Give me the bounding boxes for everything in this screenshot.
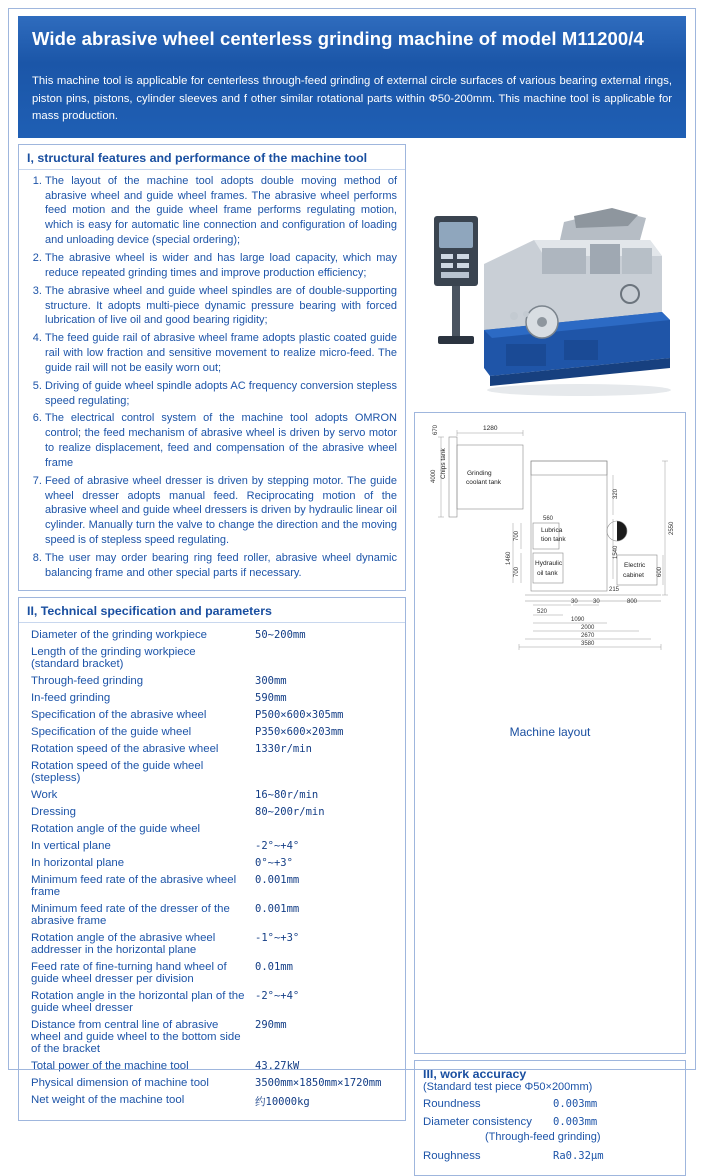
section1-title: I, structural features and performance of the machine tool <box>19 145 405 170</box>
left-column <box>18 144 406 1176</box>
spec-label: Specification of the abrasive wheel <box>31 709 207 722</box>
accuracy-row <box>415 1113 685 1131</box>
spec-label: Minimum feed rate of the dresser of the abrasive frame <box>31 903 230 928</box>
list-item: 1. The layout of the machine tool adopts double moving method of abrasive wheel and guide wheel frames. The abrasive wheel performs feed motion and the guide wheel frame performs regulating motion, which is easy for automatic line connection and configuration of loading and unloading device (special ordering); <box>45 174 397 248</box>
spec-value: -2°~+4° <box>255 990 300 1003</box>
table-row <box>27 1058 397 1075</box>
hydraulic-tank-label-line2: oil tank <box>537 569 558 577</box>
spec-label: Specification of the guide wheel <box>31 726 192 739</box>
spec-label: In vertical plane <box>31 840 111 853</box>
spec-label: Rotation speed of the abrasive wheel <box>31 743 219 756</box>
dim-320: 320 <box>613 488 619 499</box>
electric-cabinet-label-line1: Electric <box>624 561 646 569</box>
dim-4000: 4000 <box>431 469 437 483</box>
table-row <box>27 1092 397 1112</box>
dim-3580: 3580 <box>581 640 595 647</box>
dim-700b: 700 <box>514 566 520 577</box>
spec-label: Rotation angle of the guide wheel <box>31 823 201 836</box>
dim-2670: 2670 <box>581 632 595 639</box>
dim-1280: 1280 <box>483 424 498 432</box>
section2-title: II, Technical specification and parameters <box>19 598 405 623</box>
section-structural-features <box>18 144 406 591</box>
accuracy-value: 0.003mm <box>553 1115 598 1128</box>
dim-30b: 30 <box>593 598 600 605</box>
table-row <box>27 804 397 821</box>
spec-label: Minimum feed rate of the abrasive wheel frame <box>31 874 237 899</box>
table-row <box>27 707 397 724</box>
dim-560: 560 <box>543 515 554 522</box>
layout-caption: Machine layout <box>509 724 591 739</box>
table-row <box>27 741 397 758</box>
content-area <box>18 144 686 1176</box>
dim-700a: 700 <box>514 530 520 541</box>
table-row <box>27 1017 397 1058</box>
spec-label: Work <box>31 789 58 802</box>
spec-value <box>249 758 397 787</box>
dim-215: 215 <box>609 586 620 593</box>
right-column <box>414 144 686 1176</box>
spec-value: 约10000kg <box>255 1096 310 1109</box>
dim-520: 520 <box>537 608 548 615</box>
machine-illustration <box>414 144 686 412</box>
table-row <box>27 959 397 988</box>
table-row <box>27 1075 397 1092</box>
spec-value: 0.001mm <box>255 874 300 887</box>
table-row <box>27 644 397 673</box>
spec-label: Rotation angle of the abrasive wheel addresser in the horizontal plane <box>31 932 216 957</box>
page-title: Wide abrasive wheel centerless grinding machine of model M11200/4 <box>32 28 644 49</box>
table-row <box>27 901 397 930</box>
spec-value: 590mm <box>255 692 287 705</box>
spec-value: 43.27kW <box>255 1060 300 1073</box>
section3-title: III, work accuracy <box>423 1066 527 1081</box>
spec-value: 80~200r/min <box>255 806 325 819</box>
spec-value: 290mm <box>255 1019 287 1032</box>
spec-label: Feed rate of fine-turning hand wheel of guide wheel dresser per division <box>31 961 227 986</box>
spec-value: 1330r/min <box>255 743 312 756</box>
spec-value: 16~80r/min <box>255 789 319 802</box>
spec-label: Through-feed grinding <box>31 675 144 688</box>
section-technical-specification <box>18 597 406 1121</box>
dim-2550: 2550 <box>669 521 675 535</box>
spec-value: 0.001mm <box>255 903 300 916</box>
section-machine-layout <box>414 412 686 1054</box>
intro-paragraph: This machine tool is applicable for centerless through-feed grinding of external circle surfaces of various bearing external rings, piston pins, pistons, cylinder sleeves and f other similar rotational parts within Φ50-200mm. This machine tool is applicable for mass production. <box>18 63 686 138</box>
list-item: 3. The abrasive wheel and guide wheel spindles are of double-supporting structure. It adopts multi-piece dynamic pressure bearing with forced lubrication of live oil and good bearing rigidity; <box>45 284 397 329</box>
list-item: 7. Feed of abrasive wheel dresser is driven by stepping motor. The guide wheel dresser adopts manual feed. Reciprocating motion of the abrasive wheel and guide wheel dressers is driven by hydraulic linear oil cylinder. Manually turn the valve to change the direction and the moving speed is of stepless speed regulating. <box>45 474 397 548</box>
dim-600: 600 <box>657 566 663 577</box>
table-row <box>27 758 397 787</box>
section3-subtitle: (Standard test piece Φ50×200mm) <box>423 1080 593 1093</box>
spec-label: Length of the grinding workpiece (standard bracket) <box>31 646 196 671</box>
spec-label: Physical dimension of machine tool <box>31 1077 209 1090</box>
lubrication-tank-label-line2: tion tank <box>541 535 566 543</box>
spec-label: Total power of the machine tool <box>31 1060 189 1073</box>
spec-table-wrap <box>19 623 405 1120</box>
table-row <box>27 930 397 959</box>
dim-1090: 1090 <box>571 616 585 623</box>
accuracy-row <box>415 1095 685 1113</box>
spec-table <box>27 627 397 1112</box>
table-row <box>27 724 397 741</box>
layout-drawing <box>421 419 679 719</box>
machine-photo <box>414 144 686 412</box>
accuracy-row <box>415 1147 685 1165</box>
spec-value: P350×600×203mm <box>255 726 344 739</box>
table-row <box>27 627 397 644</box>
accuracy-note: (Through-feed grinding) <box>485 1130 601 1143</box>
chips-tank-label: Chips tank <box>440 448 447 479</box>
table-row <box>27 872 397 901</box>
spec-label: Dressing <box>31 806 76 819</box>
dim-2000: 2000 <box>581 624 595 631</box>
spec-value: 50~200mm <box>255 629 306 642</box>
table-row <box>27 855 397 872</box>
accuracy-label: Diameter consistency <box>423 1115 532 1128</box>
table-row <box>27 988 397 1017</box>
accuracy-label: Roundness <box>423 1097 481 1110</box>
section-work-accuracy <box>414 1060 686 1176</box>
spec-value <box>249 821 397 838</box>
accuracy-value: 0.003mm <box>553 1097 598 1110</box>
dim-1460: 1460 <box>506 551 512 565</box>
list-item: 2. The abrasive wheel is wider and has large load capacity, which may reduce repeated grinding times and improve production efficiency; <box>45 251 397 281</box>
table-row <box>27 821 397 838</box>
spec-label: Net weight of the machine tool <box>31 1094 185 1107</box>
accuracy-label: Roughness <box>423 1149 481 1162</box>
table-row <box>27 838 397 855</box>
spec-value: -1°~+3° <box>255 932 300 945</box>
features-list <box>27 174 397 581</box>
list-item: 5. Driving of guide wheel spindle adopts AC frequency conversion stepless speed regulating; <box>45 379 397 409</box>
spec-value: 300mm <box>255 675 287 688</box>
spec-value: P500×600×305mm <box>255 709 344 722</box>
spec-value: -2°~+4° <box>255 840 300 853</box>
spec-label: In-feed grinding <box>31 692 111 705</box>
list-item: 8. The user may order bearing ring feed roller, abrasive wheel dynamic balancing frame and other special parts if necessary. <box>45 551 397 581</box>
dim-670: 670 <box>433 424 439 435</box>
hydraulic-tank-label-line1: Hydraulic <box>535 559 563 567</box>
coolant-tank-label-line2: coolant tank <box>466 478 502 486</box>
dim-30a: 30 <box>571 598 578 605</box>
page-header <box>18 16 686 63</box>
table-row <box>27 690 397 707</box>
spec-label: In horizontal plane <box>31 857 125 870</box>
table-row <box>27 787 397 804</box>
list-item: 4. The feed guide rail of abrasive wheel frame adopts plastic coated guide rail with low fraction and sensitive movement to realize micro-feed. The guide rail will not be easily worn out; <box>45 331 397 376</box>
coolant-tank-label-line1: Grinding <box>467 469 492 477</box>
spec-label: Rotation angle in the horizontal plan of the guide wheel dresser <box>31 990 245 1015</box>
list-item: 6. The electrical control system of the machine tool adopts OMRON control; the feed mechanism of abrasive wheel is driven by servo motor to realize displacement, feed and compensation of the abrasive wheel frame <box>45 411 397 470</box>
electric-cabinet-label-line2: cabinet <box>623 571 644 579</box>
dim-1540: 1540 <box>613 545 619 559</box>
spec-label: Diameter of the grinding workpiece <box>31 629 208 642</box>
spec-label: Rotation speed of the guide wheel (stepless) <box>31 760 204 785</box>
spec-value: 0.01mm <box>255 961 293 974</box>
spec-value <box>249 644 397 673</box>
spec-label: Distance from central line of abrasive wheel and guide wheel to the bottom side of the bracket <box>31 1019 241 1056</box>
table-row <box>27 673 397 690</box>
dim-800: 800 <box>627 598 638 605</box>
lubrication-tank-label-line1: Lubrica <box>541 526 563 534</box>
accuracy-value: Ra0.32μm <box>553 1149 604 1162</box>
spec-value: 3500mm×1850mm×1720mm <box>255 1077 382 1090</box>
spec-value: 0°~+3° <box>255 857 293 870</box>
